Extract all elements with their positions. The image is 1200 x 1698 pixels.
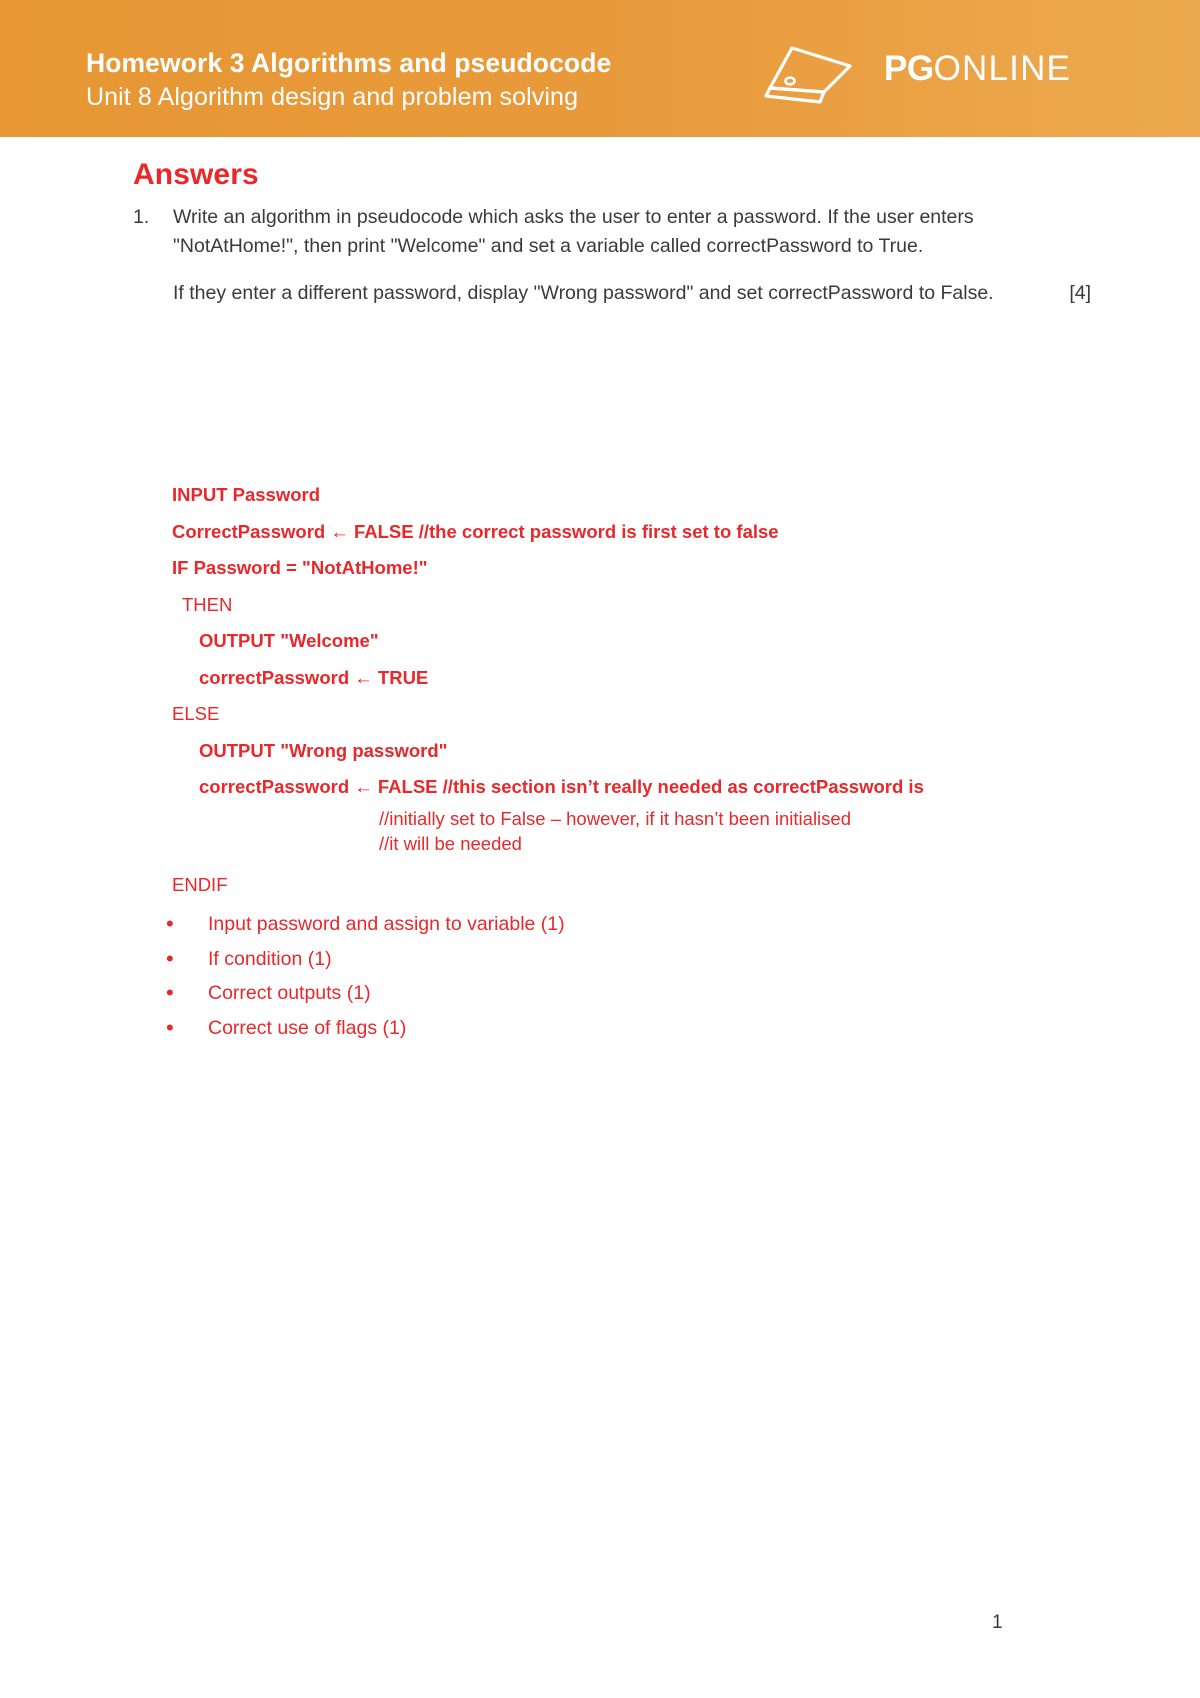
bullet-icon: • (166, 911, 174, 936)
code-line-endif: ENDIF (172, 873, 228, 895)
header-titles (86, 46, 611, 114)
logo-pg-text: PG (884, 49, 934, 88)
code-comment-continuation: //it will be needed (379, 833, 522, 854)
logo-wordmark (884, 49, 1071, 89)
answers-heading: Answers (133, 158, 259, 191)
code-line: ELSE (172, 703, 220, 724)
code-line: OUTPUT "Welcome" (199, 630, 379, 651)
bullet-icon: • (166, 945, 174, 971)
list-item-label: Input password and assign to variable (1) (208, 913, 565, 935)
question-row (133, 203, 1043, 260)
header-title-line1: Homework 3 Algorithms and pseudocode (86, 48, 612, 78)
pseudocode-answer (172, 477, 1072, 903)
list-item-label: Correct outputs (1) (208, 982, 371, 1004)
question-block (133, 203, 1091, 308)
list-item-label: If condition (1) (208, 947, 332, 970)
list-item (160, 907, 960, 942)
laptop-icon (762, 44, 872, 106)
pg-online-logo (762, 40, 1072, 108)
page-number: 1 (992, 1612, 1003, 1633)
code-line: OUTPUT "Wrong password" (199, 739, 448, 761)
code-line: correctPassword ← FALSE //this section isn’t really needed as correctPassword is (199, 776, 924, 797)
question-paragraph-1: Write an algorithm in pseudocode which asks the user to enter a password. If the user enters "NotAtHome!", then print "Welcome" and set a variable called correctPassword to True. (173, 206, 974, 257)
code-comment-continuation: //initially set to False – however, if it hasn’t been initialised (379, 807, 851, 829)
question-paragraph-2: If they enter a different password, display "Wrong password" and set correctPassword to False. (173, 282, 994, 304)
logo-online-text: ONLINE (933, 49, 1072, 88)
header-title-line2: Unit 8 Algorithm design and problem solving (86, 83, 579, 111)
question-paragraph-2-wrap (173, 279, 1091, 308)
question-number: 1. (133, 206, 150, 228)
mark-scheme-list (160, 907, 960, 1045)
question-marks: [4] (1069, 282, 1091, 304)
code-line: THEN (182, 593, 233, 615)
bullet-icon: • (166, 980, 174, 1005)
code-line: correctPassword ← TRUE (199, 666, 429, 688)
bullet-icon: • (166, 1014, 174, 1040)
list-item (160, 942, 960, 977)
code-line: CorrectPassword ← FALSE //the correct password is first set to false (172, 520, 779, 542)
list-item (160, 976, 960, 1011)
code-line: INPUT Password (172, 484, 321, 505)
list-item (160, 1011, 960, 1046)
page-header-band (0, 0, 1200, 137)
code-line: IF Password = "NotAtHome!" (172, 557, 428, 578)
list-item-label: Correct use of flags (1) (208, 1016, 407, 1039)
